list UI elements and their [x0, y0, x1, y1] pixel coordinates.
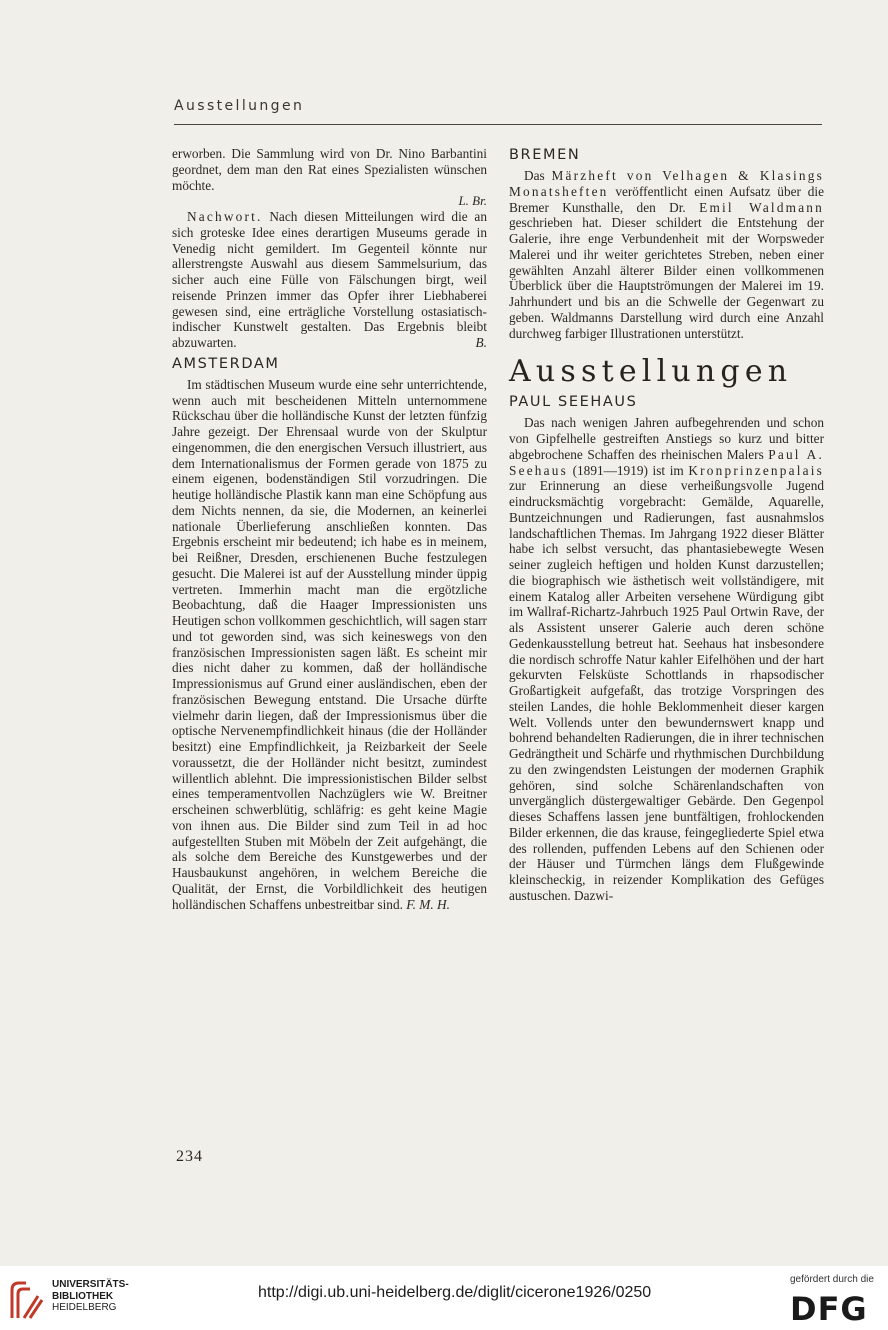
bremen-text-c: veröffentlicht einen Aufsatz über die Bremer Kunsthalle, den Dr.	[509, 183, 824, 215]
paragraph-erworben: erworben. Die Sammlung wird von Dr. Nino Barbantini geordnet, dem man den Rat eines Spezialisten wünschen möchte.	[172, 146, 487, 193]
running-header: Ausstellungen	[174, 98, 305, 114]
seehaus-artist-name: Paul A. Seehaus	[509, 446, 824, 478]
section-title-ausstellungen: Ausstellungen	[509, 354, 793, 390]
right-column	[509, 146, 824, 904]
paragraph-seehaus	[509, 415, 824, 903]
funded-by-label: gefördert durch die	[790, 1274, 874, 1285]
dfg-logo-icon	[788, 1290, 878, 1324]
heading-bremen: BREMEN	[509, 147, 581, 163]
heidelberg-library-logo-icon	[8, 1280, 44, 1320]
bremen-text-e: geschrieben hat. Dieser schildert die Entstehung der Galerie, ihre enge Verbundenheit mit der Worpsweder Malerei und ihr weiter gerichtetes Streben, neben einer gewählten Anzahl älterer Bilder einen vollkommenen Überblick über die Hauptströmungen der Malerei im 19. Jahrhundert und bis an die Schwelle der Gegenwart zu geben. Waldmanns Darstellung wird durch eine Anzahl durchweg farbiger Illustrationen unterstützt.	[509, 215, 824, 341]
page-number: 234	[176, 1148, 203, 1165]
bremen-author-name: Emil Waldmann	[699, 199, 825, 215]
paragraph-bremen	[509, 168, 824, 341]
bremen-journal-title: Märzheft von Velhagen & Klasings Monatsheften	[509, 168, 824, 199]
bremen-text-a: Das	[524, 168, 552, 183]
signature-b: B.	[475, 335, 487, 350]
seehaus-venue: Kronprinzenpalais	[688, 462, 824, 478]
header-rule	[174, 124, 822, 125]
left-column	[172, 146, 487, 912]
paragraph-amsterdam	[172, 377, 487, 913]
amsterdam-text: Im städtischen Museum wurde eine sehr unterrichtende, wenn auch mit bescheidenen Mitteln unternommene Rückschau über die holländische Kunst der letzten fünfzig Jahre gezeigt. Der Ehrensaal wurde von der Skulptur eingenommen, die den energischen Versuch illustriert, aus dem Internationalismus der Formen gerade von 1875 zu einem eigenen, bodenständigen Stil vorzudringen. Die heutige holländische Plastik kann man eine Schöpfung aus dem Nichts nennen, da sie, die Modernen, an keinerlei nationale Überlieferung anschließen konnten. Das Ergebnis erscheint mir bedeutend; ich habe es in meinem, bei Reißner, Dresden, erschienenen Buche festzulegen gesucht. Die Malerei ist auf der Ausstellung minder üppig vertreten. Immerhin macht man die ergötzliche Beobachtung, daß die Haager Impressionisten uns Heutigen schon vollkommen geschichtlich, will sagen starr und tot geworden sind, was sich keineswegs von den französischen Impressionisten sagen läßt. Es scheint mir dies nicht daher zu kommen, daß der holländische Impressionismus auf Grund einer ausländischen, eben der französischen Bewegung entstand. Die Ursache dürfte vielmehr darin liegen, daß der Impressionismus über die optische Nervenempfindlichkeit hinaus (die der Holländer besitzt) eine Empfindlichkeit, ja Reizbarkeit der Seele voraussetzt, die der Holländer nicht besitzt, zumindest willentlich ablehnt. Die impressionistischen Bilder selbst eines temperamentvollen Nachzüglers wie W. Breitner erscheinen schwerblütig, schläfrig: es geht keine Magie von ihnen aus. Die Bilder sind zum Teil in ad hoc aufgestellten Stuben mit Möbeln der Zeit aufgehängt, die als solche dem Bereiche des Kunstgewerbes und der Hausbaukunst angehören, in welchem Bereiche die Qualität, der Ernst, die Vorbildlichkeit des heutigen holländischen Schaffens unbestreitbar sind.	[172, 376, 487, 912]
library-name-line2: BIBLIOTHEK	[52, 1290, 114, 1302]
signature-lbr: L. Br.	[458, 193, 487, 209]
seehaus-text-e: zur Erinnerung an diese verheißungsvolle Jugend eindrucksmächtig vorgebracht: Gemälde, Aquarelle, Buntzeichnungen und Radierungen, fast ausnahmslos landschaftlichen Themas. Im Jahrgang 1922 dieser Blätter habe ich selbst versucht, das phantasiebewegte Wesen seiner zugleich heftigen und holden Kunst darzustellen; die biographisch wie ästhetisch weit vollständigere, mit einem Katalog aller Arbeiten versehene Würdigung gibt im Wallraf-Richartz-Jahrbuch 1925 Paul Ortwin Rave, der als Assistent unserer Galerie auch deren schöne Gedenkausstellung betreut hat. Seehaus hat insbesondere die nordisch schroffe Natur kahler Eifelhöhen und der hart gekurvten Felsküste Schottlands in rhapsodischer Großartigkeit aufgefaßt, das trotzige Vorspringen des steilen Landes, die hohle Beklommenheit dieser kargen Welt. Vollends unter den bewundernswert knapp und bohrend behandelten Radierungen, die in ihrer technischen Gedrängtheit und Schärfe und rhythmischen Durchbildung zu den zwingendsten Leistungen der modernen Graphik gehören, sind solche Schärenlandschaften von unvergänglich düstergewaltiger Gebärde. Den Gegenpol dieses Schaffens lassen jene buntfältigen, frohlockenden Bilder erkennen, die das krause, feingegliederte Spiel etwa des rollenden, puffenden Lebens auf den Schienen oder der Häuser und Türmchen längs dem Flußgewinde kleinscheckig, in reizender Komplikation des Gefüges austuschen. Dazwi-	[509, 478, 824, 903]
nachwort-lead: Nachwort.	[187, 209, 263, 224]
library-name-line3: HEIDELBERG	[52, 1302, 117, 1313]
library-name-line1: UNIVERSITÄTS-	[52, 1279, 129, 1290]
nachwort-text: Nach diesen Mitteilungen wird die an sich groteske Idee eines derartigen Museums gerade in Venedig nicht gemildert. Im Gegenteil könnte nur allerstrengste Auswahl aus diesem Sammelsurium, das sicher auch eine Fülle von Fälschungen birgt, weil reisende Prinzen immer das Opfer ihrer Liebhaberei gewesen sind, eine erträgliche Vorstellung ostasiatisch-indischer Kunstwelt gestalten. Das Ergebnis bleibt abzuwarten.	[172, 209, 487, 350]
seehaus-text-a: Das nach wenigen Jahren aufbegehrenden und schon von Gipfelhelle gestreiften Anstiegs so kurz und bitter abgebrochene Schaffen des rheinischen Malers	[509, 415, 824, 462]
dfg-logo-text: DFG	[790, 1290, 868, 1324]
paragraph-nachwort	[172, 209, 487, 351]
seehaus-text-c: (1891—1919) ist im	[567, 462, 689, 478]
heading-amsterdam: AMSTERDAM	[172, 355, 280, 372]
heading-paul-seehaus: PAUL SEEHAUS	[509, 394, 638, 411]
digitization-footer	[0, 1266, 888, 1330]
source-url-link[interactable]: http://digi.ub.uni-heidelberg.de/diglit/cicerone1926/0250	[258, 1284, 652, 1301]
signature-fmh: F. M. H.	[406, 896, 450, 912]
library-name	[52, 1279, 129, 1314]
